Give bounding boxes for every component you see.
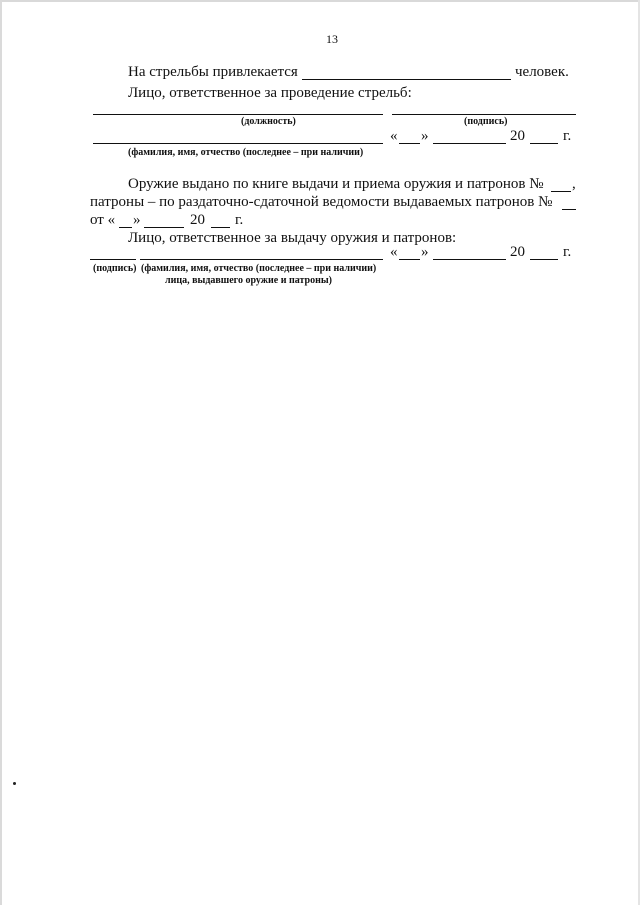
statement-date-quote-close: »: [133, 212, 141, 228]
statement-month-field[interactable]: [144, 227, 184, 228]
statement-year-field[interactable]: [211, 227, 230, 228]
issue-date-year-suffix: г.: [563, 244, 572, 260]
issue-date-quote-open: «: [390, 244, 398, 260]
issue-date-year-prefix: 20: [510, 244, 525, 260]
statement-year-suffix: г.: [235, 212, 244, 228]
statement-day-field[interactable]: [119, 227, 132, 228]
signature-caption: (подпись): [464, 116, 508, 127]
issuer-signature-field[interactable]: [90, 259, 136, 260]
signature-field[interactable]: [392, 114, 576, 115]
date-year-prefix: 20: [510, 128, 525, 144]
statement-year-prefix: 20: [190, 212, 205, 228]
scan-dot-mark: [13, 782, 16, 785]
issue-date-quote-close: »: [421, 244, 429, 260]
issue-date-month-field[interactable]: [433, 259, 506, 260]
statement-number-field[interactable]: [562, 209, 576, 210]
issue-date-year-field[interactable]: [530, 259, 558, 260]
issue-date-day-field[interactable]: [399, 259, 420, 260]
date-year-suffix: г.: [563, 128, 572, 144]
fio-field[interactable]: [93, 143, 383, 144]
date-day-field[interactable]: [399, 143, 420, 144]
date-quote-open: «: [390, 128, 398, 144]
participants-unit: человек.: [515, 64, 569, 80]
weapons-issued-comma: ,: [572, 176, 576, 192]
position-field[interactable]: [93, 114, 383, 115]
responsible-issue-label: Лицо, ответственное за выдачу оружия и патронов:: [128, 230, 457, 246]
scan-edge-top: [0, 0, 640, 2]
position-caption: (должность): [241, 116, 296, 127]
issuer-fio-caption: (фамилия, имя, отчество (последнее – при наличии): [141, 263, 377, 274]
participants-label: На стрельбы привлекается: [128, 64, 298, 80]
responsible-shooting-label: Лицо, ответственное за проведение стрельб:: [128, 85, 412, 101]
date-quote-close: »: [421, 128, 429, 144]
scan-edge-left: [0, 0, 2, 905]
date-year-field[interactable]: [530, 143, 558, 144]
issuer-fio-field[interactable]: [140, 259, 383, 260]
weapons-issued-text: Оружие выдано по книге выдачи и приема оружия и патронов №: [128, 176, 544, 192]
participants-count-field[interactable]: [302, 79, 511, 80]
fio-caption: (фамилия, имя, отчество (последнее – при наличии): [128, 147, 364, 158]
date-month-field[interactable]: [433, 143, 506, 144]
page-number: 13: [326, 32, 338, 46]
statement-date-from: от «: [90, 212, 116, 228]
cartridges-statement-text: патроны – по раздаточно-сдаточной ведомости выдаваемых патронов №: [90, 194, 553, 210]
issue-book-number-field[interactable]: [551, 191, 571, 192]
issuer-signature-caption: (подпись): [93, 263, 137, 274]
issuer-fio-caption-line2: лица, выдавшего оружие и патроны): [165, 275, 332, 286]
